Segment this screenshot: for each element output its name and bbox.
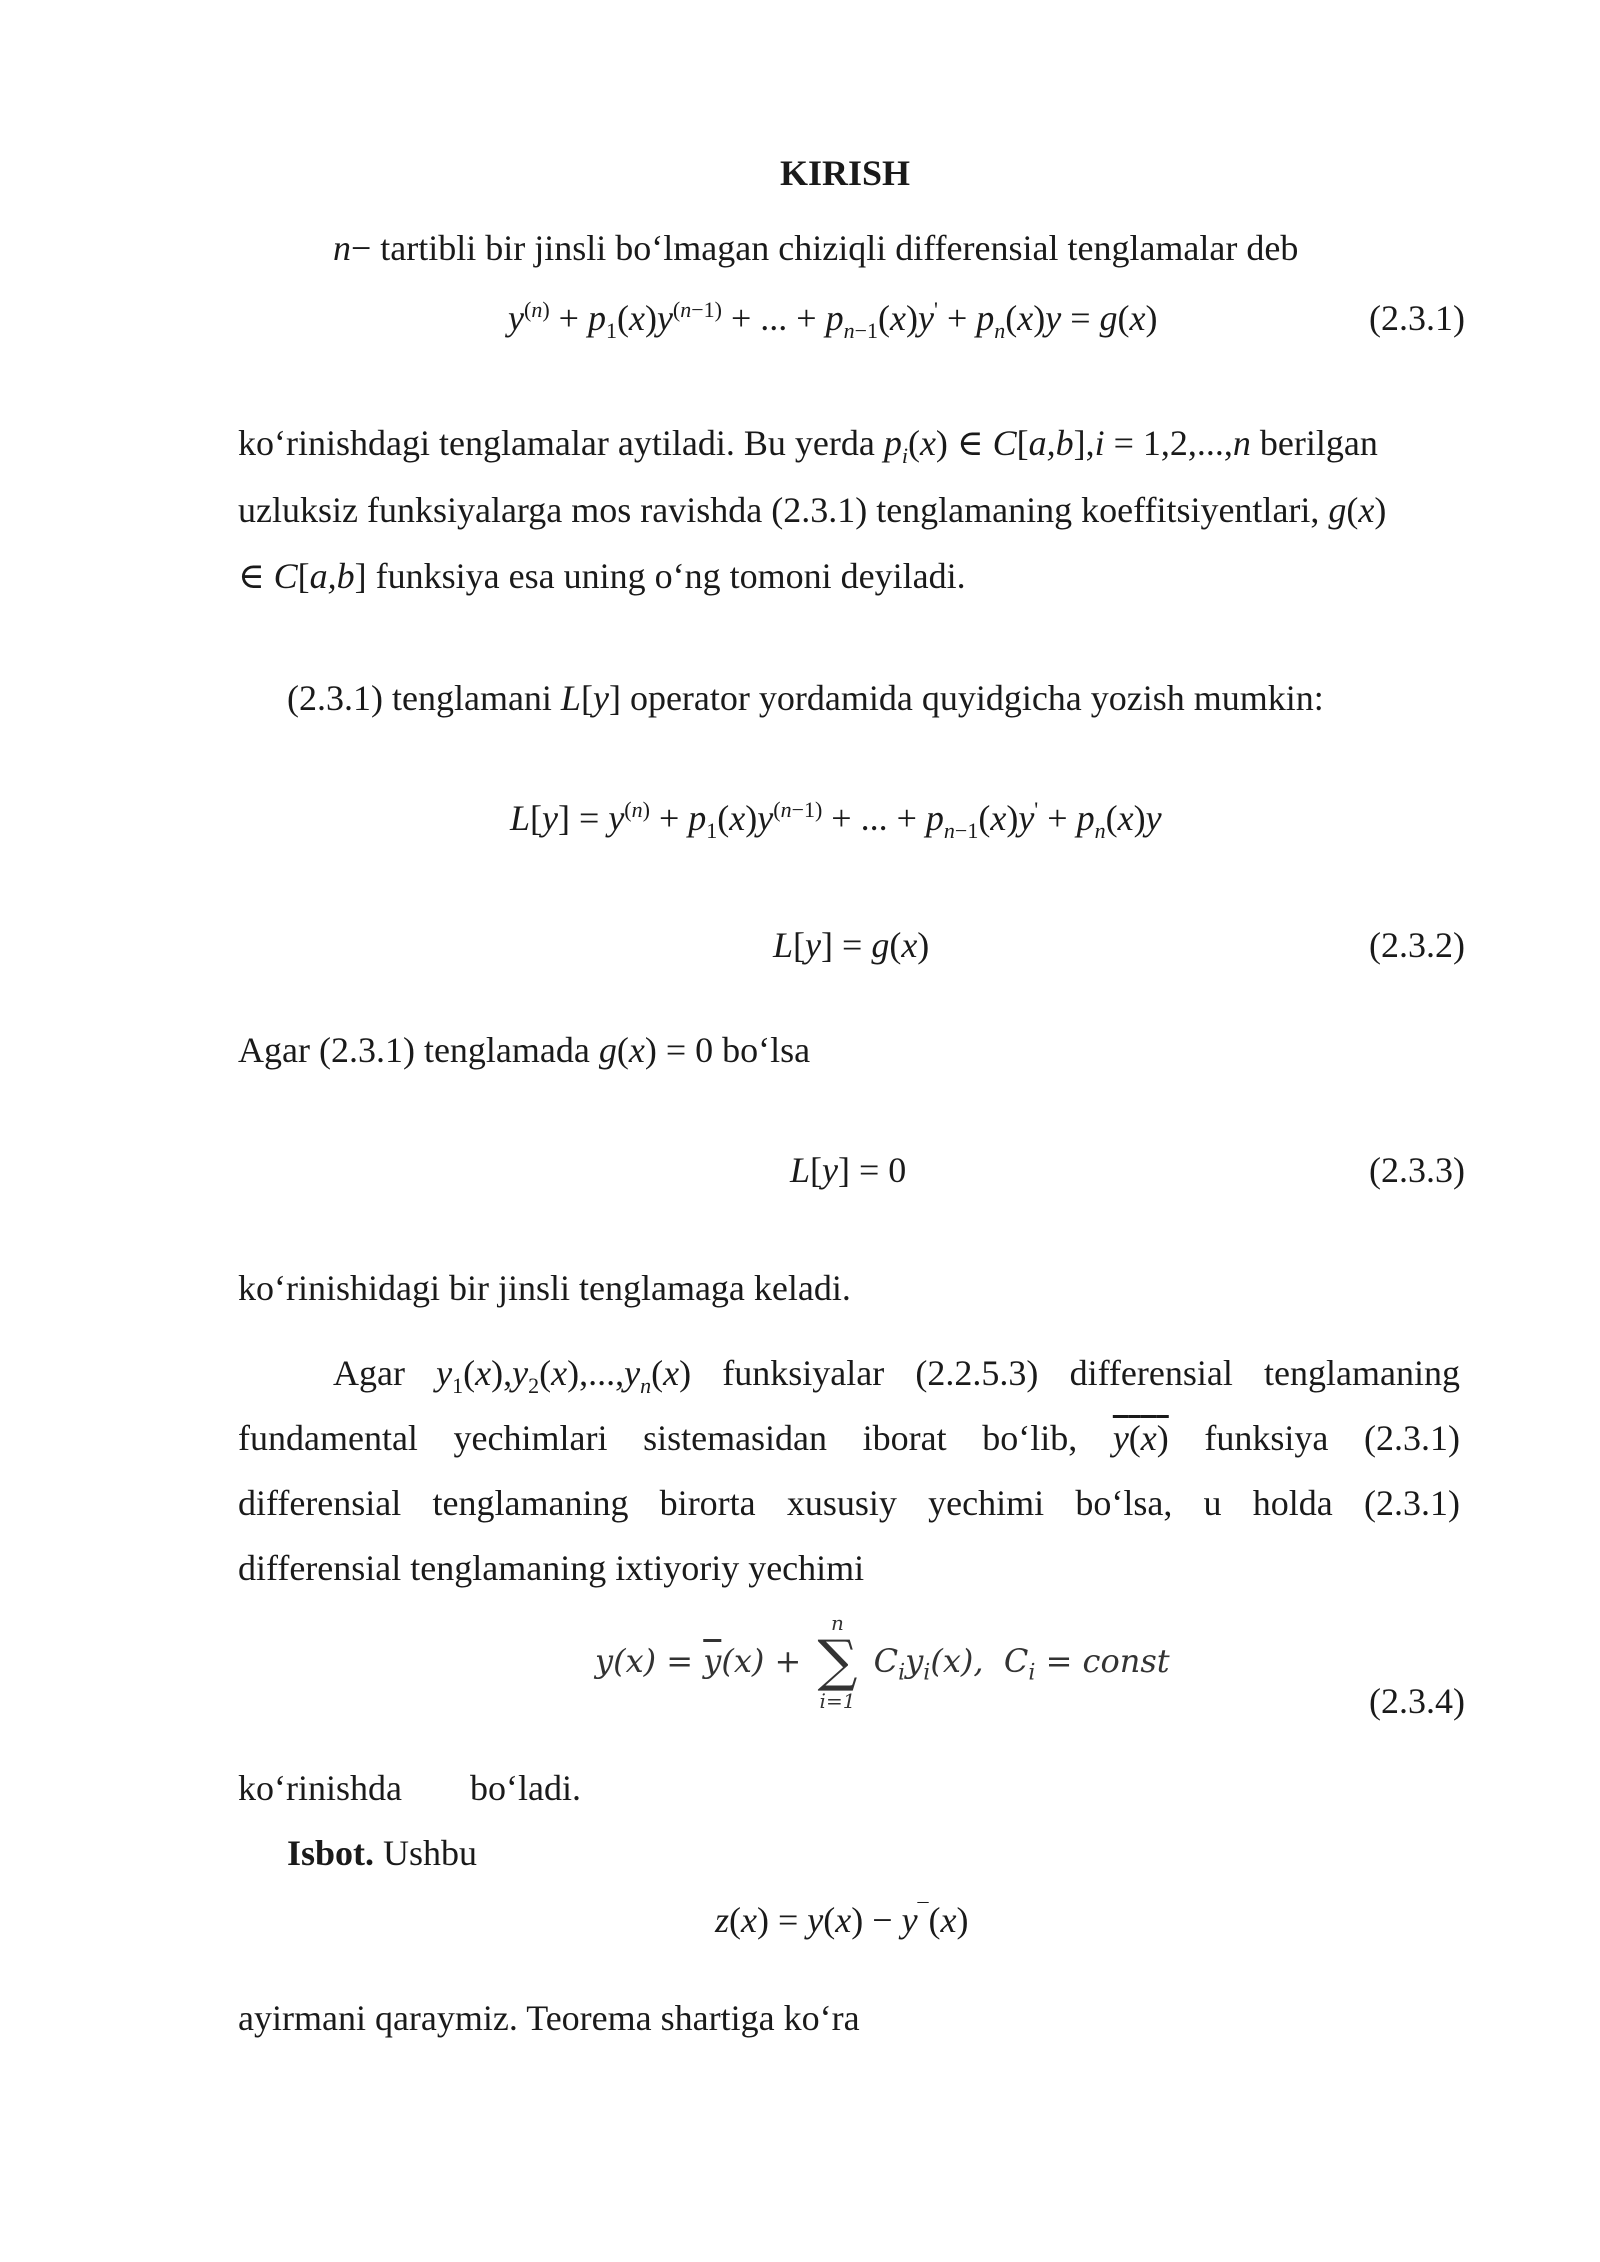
paragraph-5-line-3: differensial tenglamaning birorta xususiy yechimi bo‘lsa, u holda (2.3.1) [238, 1483, 1460, 1523]
equation-number-2-3-3: (2.3.3) [1369, 1150, 1465, 1190]
paragraph-1-line-2: uzluksiz funksiyalarga mos ravishda (2.3.1) tenglamaning koeffitsiyentlari, g(x) [238, 490, 1387, 530]
proof-line: Isbot. Ushbu [287, 1833, 478, 1873]
equation-2-3-1: $y^{(n)} + p_1(x)y^{(n-1)}$ + ... + $p_{n-1}(x)y' + p_n(x)y = g(x)$ [508, 297, 1158, 344]
proof-label: Isbot. [287, 1833, 375, 1873]
equation-number-2-3-2: (2.3.2) [1369, 925, 1465, 965]
paragraph-1-line-3: ∈ C[a,b] funksiya esa uning o‘ng tomoni deyiladi. [238, 556, 966, 596]
paragraph-3: Agar (2.3.1) tenglamada g(x) = 0 bo‘lsa [238, 1030, 811, 1070]
paragraph-6: ko‘rinishda bo‘ladi. [238, 1768, 581, 1808]
intro-text: − tartibli bir jinsli bo‘lmagan chiziqli differensial tenglamalar deb [351, 228, 1299, 268]
n-variable: n [333, 228, 351, 268]
operator-definition: $L[y] = y^{(n)} + p_1(x)y^{(n-1)}$ + ... + $p_{n-1}(x)y' + p_n(x)y$ [510, 797, 1162, 844]
paragraph-7: ayirmani qaraymiz. Teorema shartiga ko‘ra [238, 1998, 860, 2038]
paragraph-5-line-2: fundamental yechimlari sistemasidan iborat bo‘lib, y(x) funksiya (2.3.1) [238, 1418, 1460, 1458]
equation-number-2-3-1: (2.3.1) [1369, 298, 1465, 338]
intro-line [333, 225, 1298, 272]
page-title: KIRISH [779, 153, 911, 193]
equation-2-3-2: L[y] = g(x) [773, 925, 930, 965]
paragraph-4: ko‘rinishidagi bir jinsli tenglamaga keladi. [238, 1268, 851, 1308]
equation-number-2-3-4: (2.3.4) [1369, 1681, 1465, 1721]
paragraph-2: (2.3.1) tenglamani L[y] operator yordamida quyidgicha yozish mumkin: [287, 678, 1324, 718]
summation-symbol: n ∑ i=1 [817, 1611, 858, 1713]
difference-equation: z(x) = y(x) − y¯(x) [715, 1899, 969, 1940]
equation-2-3-3: L[y] = 0 [790, 1150, 907, 1190]
paragraph-5-line-1: Agar $y_1(x),y_2(x),...,y_n(x)$ funksiyalar (2.2.5.3) differensial tenglamaning [333, 1353, 1460, 1399]
paragraph-5-line-4: differensial tenglamaning ixtiyoriy yechimi [238, 1548, 865, 1588]
paragraph-1-line-1: ko‘rinishdagi tenglamalar aytiladi. Bu yerda $p_i(x)$ ∈ C[a,b],i = 1,2,...,n berilgan [238, 423, 1378, 469]
equation-2-3-4: $y(x) = \overline{y}(x)$ + n ∑ i=1 $C_iy_i(x)$, $C_i$ = const [595, 1611, 1170, 1713]
